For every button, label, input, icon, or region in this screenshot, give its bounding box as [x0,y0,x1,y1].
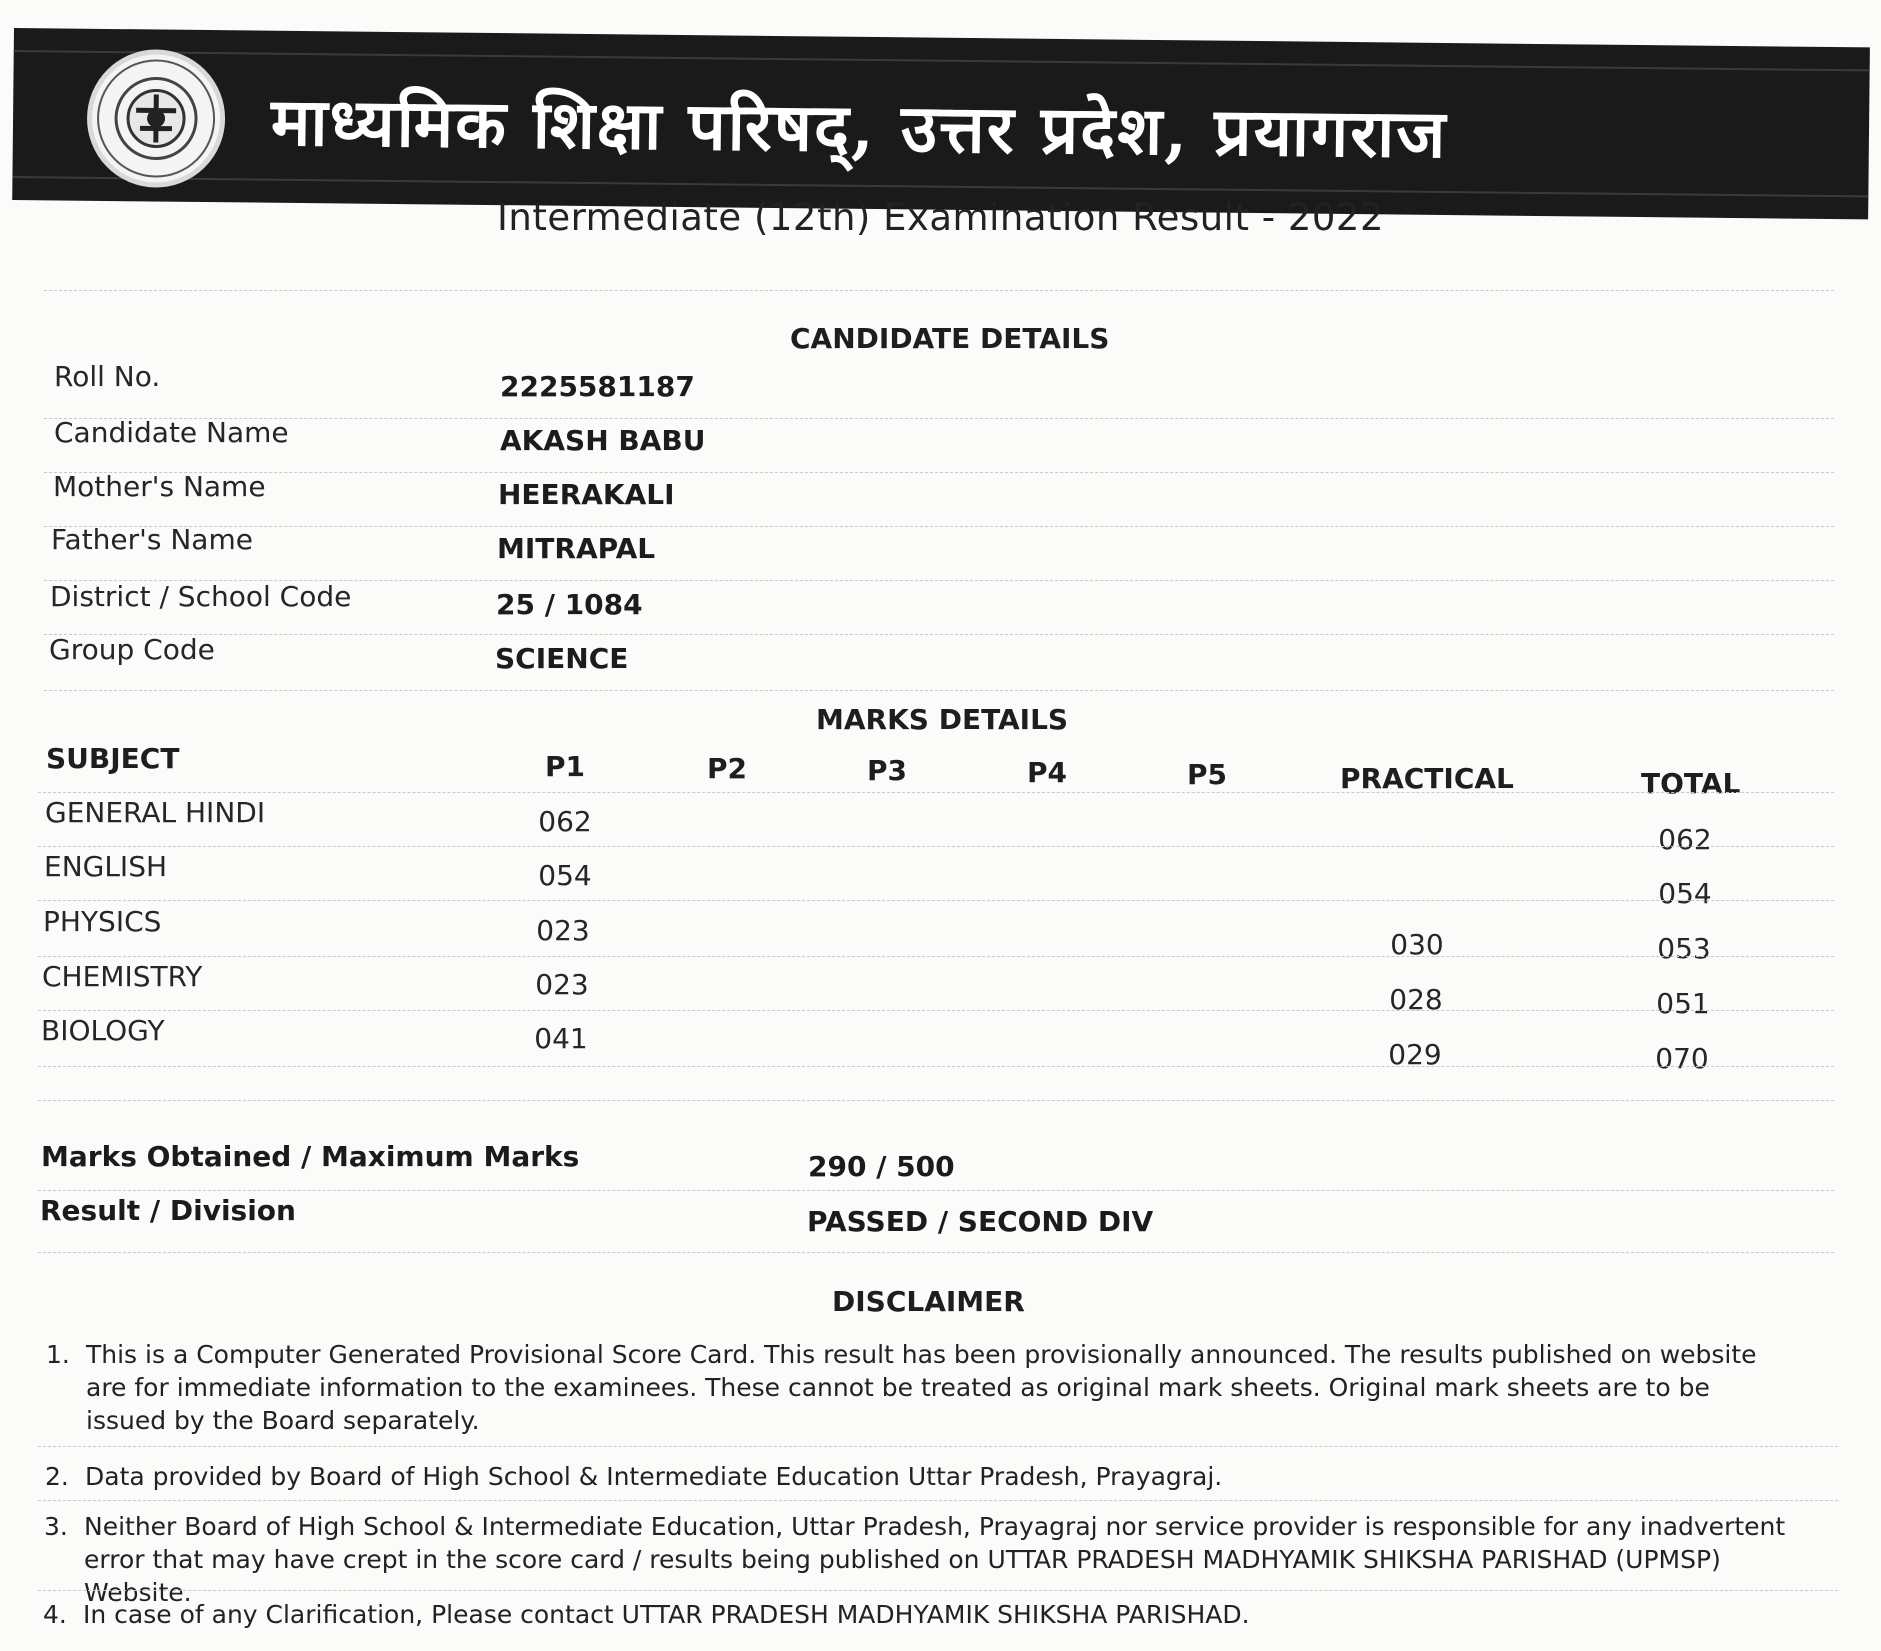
divider [38,1500,1838,1501]
total-cell: 053 [1657,932,1711,965]
divider [38,900,1834,901]
disclaimer-number: 1. [46,1340,70,1369]
col-total: TOTAL [1641,767,1741,800]
divider [38,1252,1834,1253]
roll-no-label: Roll No. [54,360,161,393]
p1-cell: 041 [534,1022,588,1055]
exam-title: Intermediate (12th) Examination Result - 2022 [496,196,1385,239]
header-stripe [12,176,1868,197]
subject-cell: CHEMISTRY [42,960,203,993]
roll-no-value: 2225581187 [500,370,695,403]
disclaimer-text: In case of any Clarification, Please contact UTTAR PRADESH MADHYAMIK SHIKSHA PARISHAD. [83,1600,1250,1629]
result-division-value: PASSED / SECOND DIV [807,1205,1154,1238]
p1-cell: 054 [538,859,592,892]
result-division-label: Result / Division [40,1194,296,1227]
disclaimer-item [44,1510,1794,1609]
p1-cell: 023 [536,914,590,947]
marks-obtained-value: 290 / 500 [808,1150,955,1183]
subject-cell: PHYSICS [43,905,162,938]
candidate-name-label: Candidate Name [54,416,289,449]
group-code-value: SCIENCE [495,642,629,675]
p1-cell: 023 [535,968,589,1001]
group-code-label: Group Code [49,633,215,666]
mothers-name-value: HEERAKALI [498,478,675,511]
total-cell: 070 [1655,1042,1709,1075]
divider [38,846,1834,847]
col-p3: P3 [866,754,907,787]
divider [44,690,1834,691]
p1-cell: 062 [538,805,592,838]
col-practical: PRACTICAL [1340,762,1514,795]
total-cell: 051 [1656,987,1710,1020]
divider [44,418,1834,419]
divider [38,1010,1834,1011]
board-title: माध्यमिक शिक्षा परिषद्, उत्तर प्रदेश, प्रयागराज [270,82,1448,174]
upmsp-emblem-icon [86,49,225,188]
subject-cell: ENGLISH [44,850,168,883]
disclaimer-number: 3. [44,1512,68,1541]
disclaimer-text: This is a Computer Generated Provisional Score Card. This result has been provisionally announced. The results published on website are for immediate information to the examinees. These cannot be treated as original mark sheets. Original mark sheets are to be issued by the Board separately. [86,1340,1757,1435]
district-school-code-value: 25 / 1084 [496,588,643,621]
divider [38,1100,1834,1101]
divider [38,1590,1838,1591]
divider [44,290,1834,291]
divider [38,1190,1834,1191]
disclaimer-heading: DISCLAIMER [832,1285,1025,1318]
disclaimer-text: Data provided by Board of High School & Intermediate Education Uttar Pradesh, Prayagraj. [85,1462,1223,1491]
board-header [12,28,1870,219]
divider [38,1066,1834,1067]
subject-cell: BIOLOGY [41,1014,165,1047]
col-subject: SUBJECT [46,742,180,775]
divider [44,472,1834,473]
candidate-details-heading: CANDIDATE DETAILS [790,322,1110,355]
col-p4: P4 [1026,756,1067,789]
district-school-code-label: District / School Code [50,580,352,613]
practical-cell: 029 [1388,1038,1442,1071]
fathers-name-value: MITRAPAL [497,532,656,565]
practical-cell: 028 [1389,983,1443,1016]
col-p5: P5 [1186,758,1227,791]
divider [38,792,1834,793]
divider [38,956,1834,957]
disclaimer-item [46,1338,1796,1437]
divider [44,526,1834,527]
disclaimer-number: 4. [43,1600,67,1629]
divider [38,1446,1838,1447]
practical-cell: 030 [1390,928,1444,961]
total-cell: 054 [1658,877,1712,910]
divider [44,634,1834,635]
marks-details-heading: MARKS DETAILS [816,703,1069,736]
mothers-name-label: Mother's Name [53,470,266,503]
disclaimer-item [43,1598,1793,1631]
col-p2: P2 [706,752,747,785]
candidate-name-value: AKASH BABU [500,424,706,457]
fathers-name-label: Father's Name [51,523,253,556]
subject-cell: GENERAL HINDI [45,796,266,829]
total-cell: 062 [1658,823,1712,856]
header-stripe [14,50,1870,71]
disclaimer-item [45,1460,1795,1493]
disclaimer-number: 2. [45,1462,69,1491]
marks-obtained-label: Marks Obtained / Maximum Marks [41,1140,580,1173]
col-p1: P1 [544,750,585,783]
disclaimer-text: Neither Board of High School & Intermediate Education, Uttar Pradesh, Prayagraj nor service provider is responsible for any inadvertent error that may have crept in the score card / results being published on UTTAR PRADESH MADHYAMIK SHIKSHA PARISHAD (UPMSP) Website. [84,1512,1786,1607]
